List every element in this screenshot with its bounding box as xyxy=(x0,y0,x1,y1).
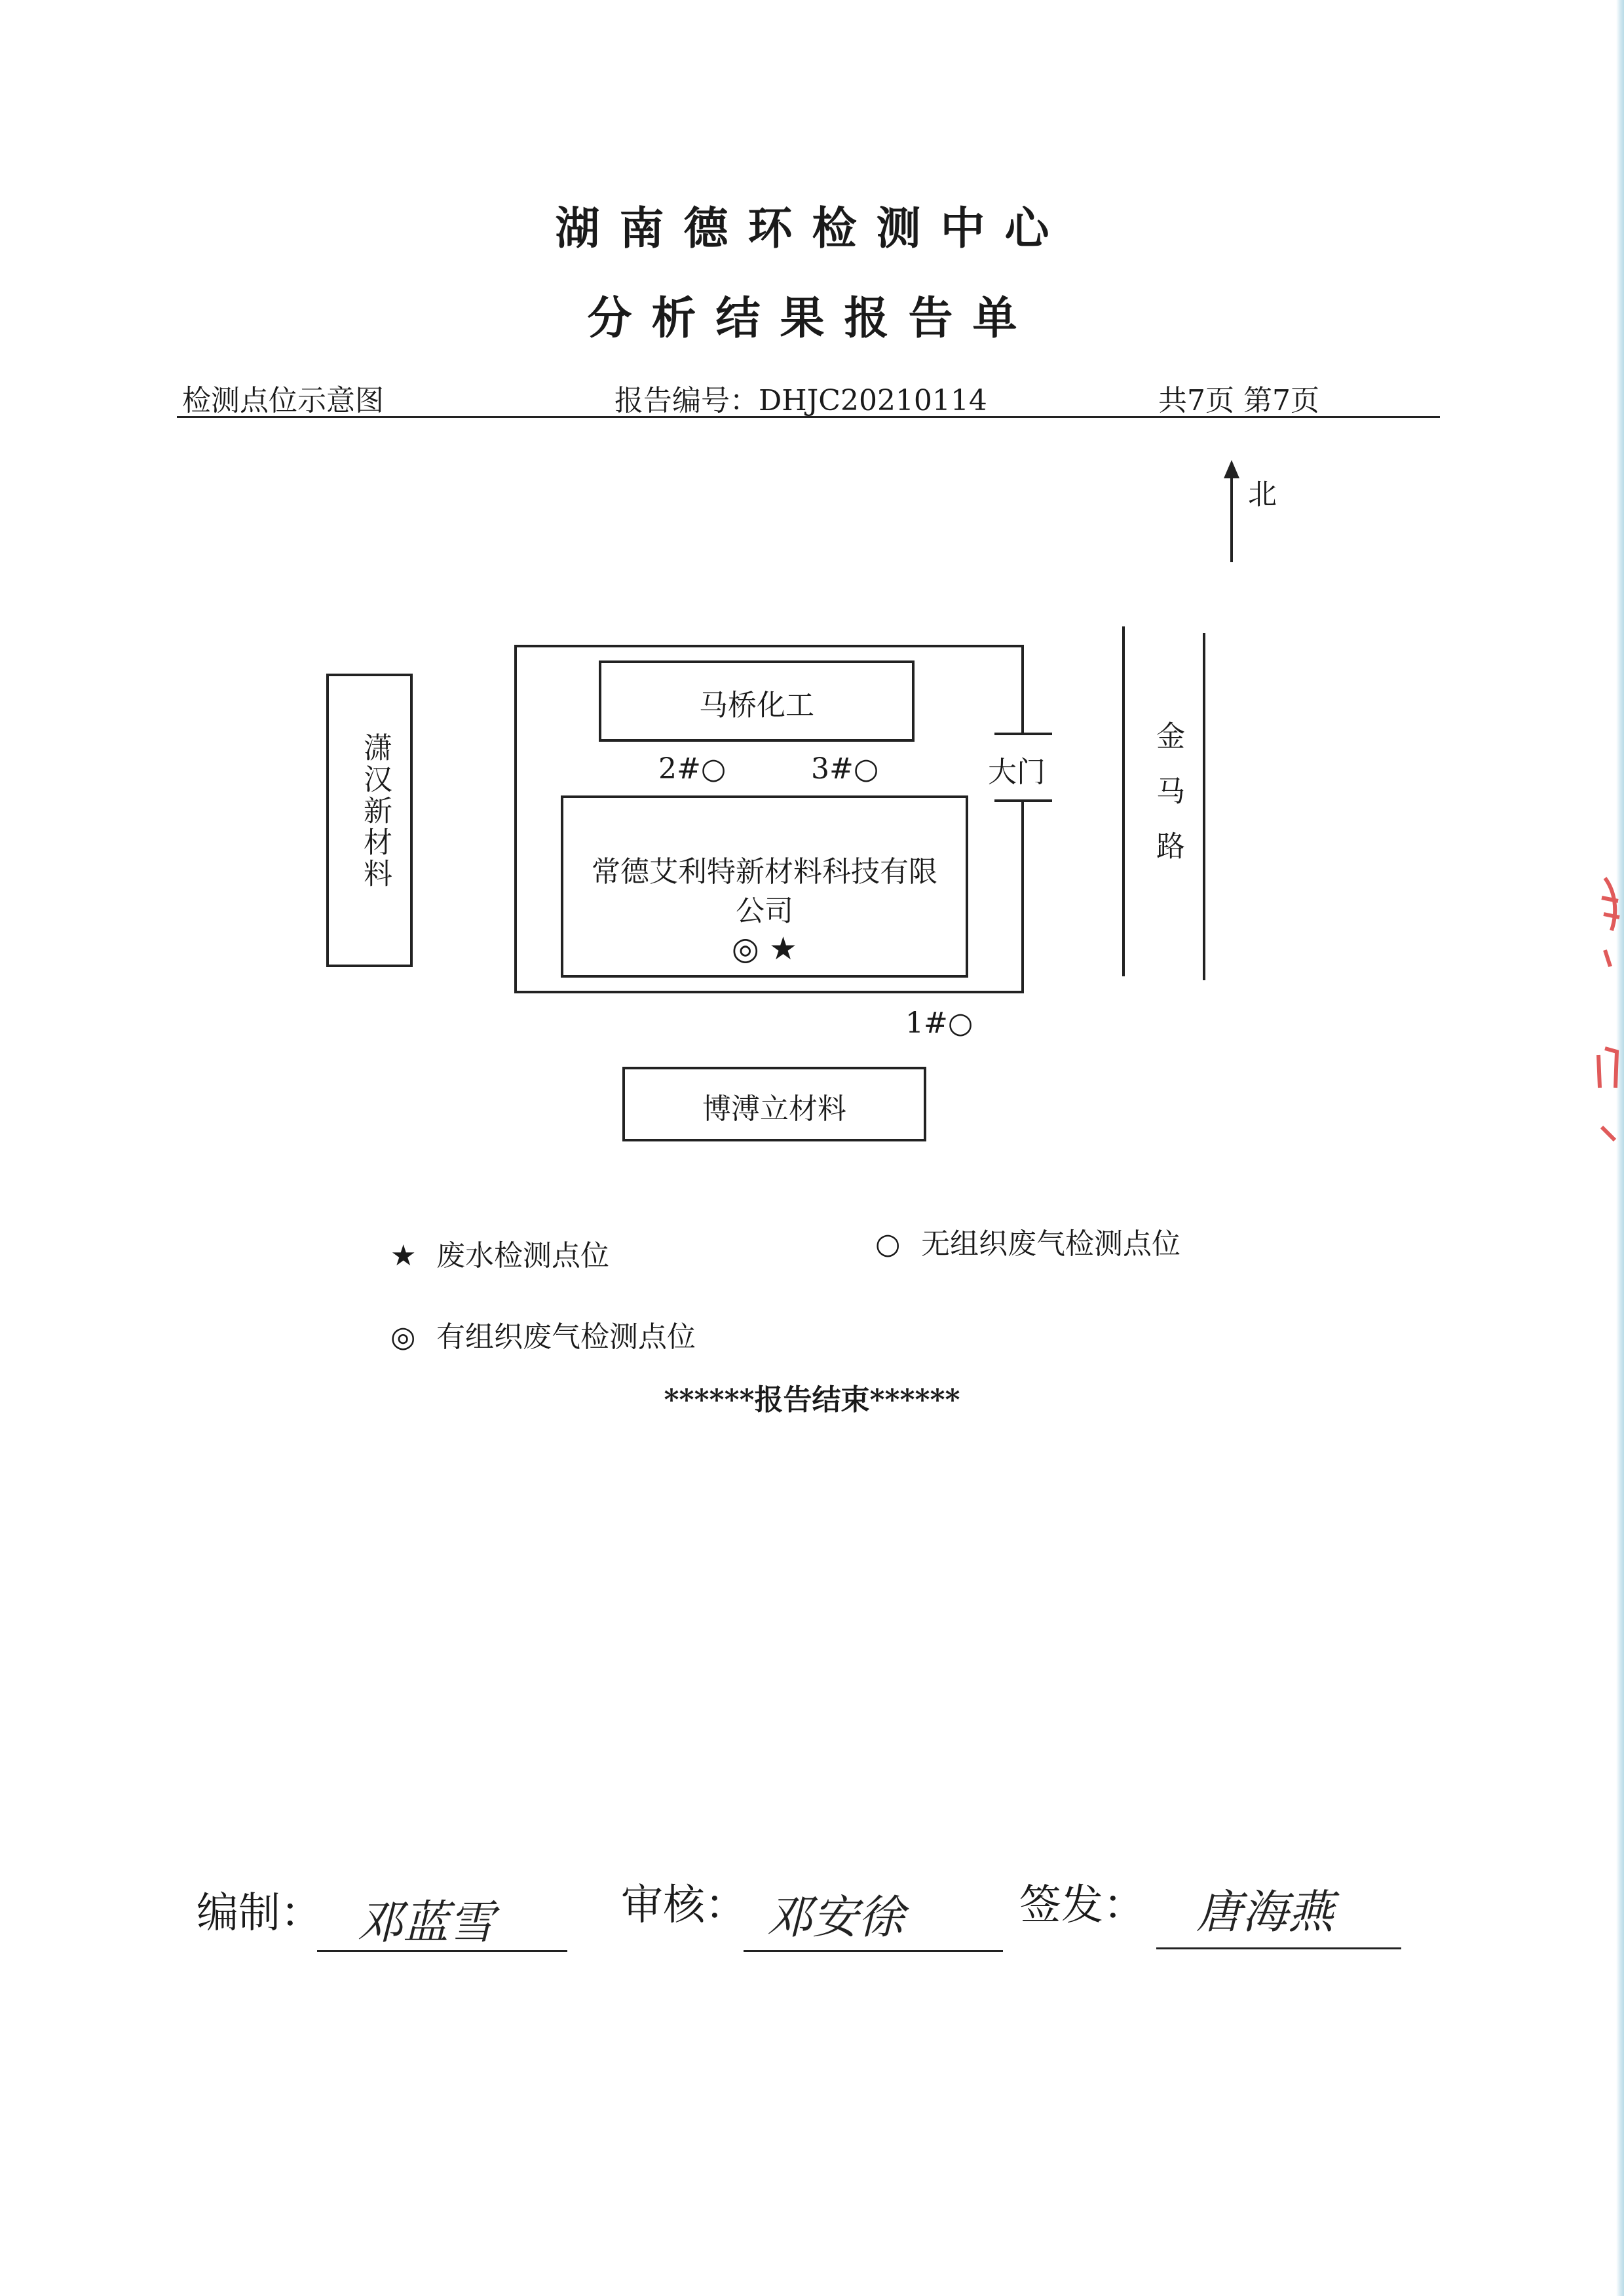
org-title: 湖南德环检测中心 xyxy=(555,202,1069,255)
section-label: 检测点位示意图 xyxy=(182,384,384,417)
north-arrow-icon xyxy=(1218,459,1245,564)
legend-fugitive xyxy=(875,1220,1180,1262)
legend-fugitive-text: 无组织废气检测点位 xyxy=(921,1227,1180,1261)
red-stamp-fragment xyxy=(1585,852,1624,1160)
review-signature: 邓安徐 xyxy=(766,1890,904,1944)
gate-cap-top xyxy=(994,733,1052,735)
plant-boundary-right-upper xyxy=(1021,645,1024,734)
plant-boundary-right-lower xyxy=(1021,801,1024,993)
road-edge-left xyxy=(1122,626,1125,976)
point-2-label: 2#○ xyxy=(658,752,727,786)
road-edge-right xyxy=(1203,633,1205,980)
point-3-label: 3#○ xyxy=(811,752,879,786)
legend-organized xyxy=(390,1313,696,1355)
page-count: 共7页 第7页 xyxy=(1158,384,1319,417)
legend-wastewater-text: 废水检测点位 xyxy=(436,1239,609,1272)
main-block-label-line2: 公司 xyxy=(736,894,793,928)
report-title: 分析结果报告单 xyxy=(587,292,1037,345)
double-circle-icon: ◎ xyxy=(390,1320,416,1354)
gate-cap-bottom xyxy=(994,799,1052,802)
report-number: 报告编号：DHJC20210114 xyxy=(614,384,987,417)
road-label: 金马路 xyxy=(1151,721,1184,886)
star-icon: ★ xyxy=(390,1239,417,1272)
compile-label: 编制： xyxy=(197,1889,322,1938)
report-end-note: ******报告结束****** xyxy=(664,1383,960,1417)
legend-organized-text: 有组织废气检测点位 xyxy=(436,1320,696,1354)
plant-boundary-left xyxy=(514,645,517,993)
issue-signature-line xyxy=(1156,1947,1401,1949)
compile-signature: 邓蓝雪 xyxy=(357,1896,495,1949)
north-label: 北 xyxy=(1248,478,1277,511)
gate-label: 大门 xyxy=(988,756,1046,789)
bottom-block-label: 博溥立材料 xyxy=(702,1092,846,1126)
compile-signature-line xyxy=(317,1950,567,1952)
top-block-label: 马桥化工 xyxy=(699,689,814,722)
issue-label: 签发： xyxy=(1019,1881,1145,1930)
circle-icon: ○ xyxy=(875,1227,901,1261)
issue-signature: 唐海燕 xyxy=(1196,1885,1334,1939)
main-block-label-line1: 常德艾利特新材料科技有限 xyxy=(592,855,937,889)
plant-boundary-bottom xyxy=(514,991,1024,993)
main-block-symbols: ◎ ★ xyxy=(731,930,798,967)
point-1-label: 1#○ xyxy=(905,1006,973,1040)
review-signature-line xyxy=(744,1950,1003,1952)
review-label: 审核： xyxy=(621,1881,747,1930)
left-block-label: 潇汉新材料 xyxy=(358,733,392,890)
plant-boundary-top xyxy=(514,645,1024,647)
legend-wastewater xyxy=(390,1232,609,1274)
